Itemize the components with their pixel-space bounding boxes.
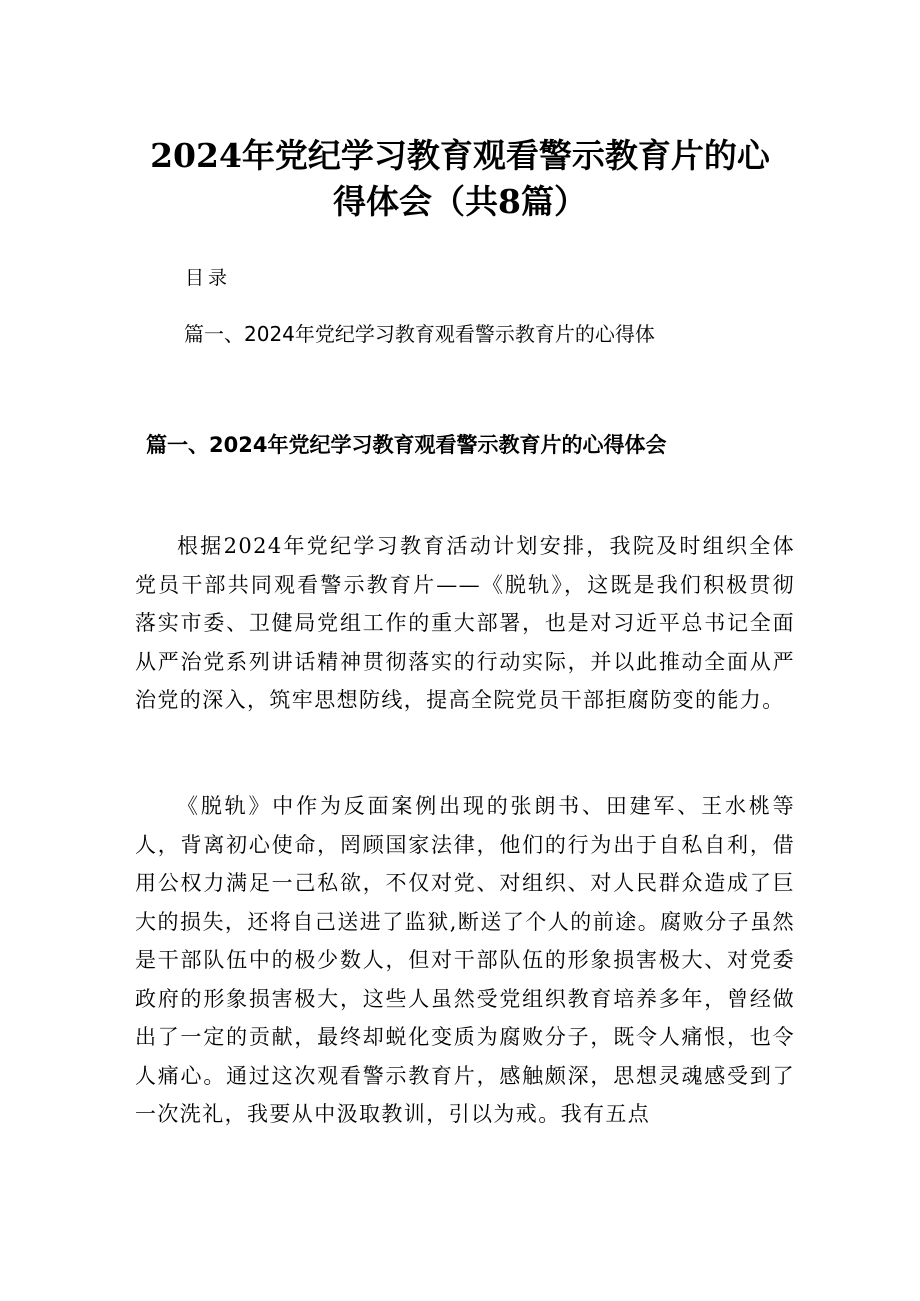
document-title-line-2: 得体会（共8篇） <box>333 182 587 221</box>
toc-item: 篇一、2024年党纪学习教育观看警示教育片的心得体 <box>184 322 655 346</box>
document-title-line-1: 2024年党纪学习教育观看警示教育片的心 <box>150 136 770 175</box>
toc-heading: 目录 <box>185 267 232 289</box>
body-paragraph: 根据2024年党纪学习教育活动计划安排，我院及时组织全体党员干部共同观看警示教育片——《脱轨》，这既是我们积极贯彻落实市委、卫健局党组工作的重大部署，也是对习近平总书记全面从严治党系列讲话精神贯彻落实的行动实际，并以此推动全面从严治党的深入，筑牢思想防线，提高全院党员干部拒腐防变的能力。 <box>135 534 795 712</box>
section-heading: 篇一、2024年党纪学习教育观看警示教育片的心得体会 <box>146 433 667 457</box>
body-paragraph: 《脱轨》中作为反面案例出现的张朗书、田建军、王水桃等人，背离初心使命，罔顾国家法律，他们的行为出于自私自利，借用公权力满足一己私欲，不仅对党、对组织、对人民群众造成了巨大的损失，还将自己送进了监狱,断送了个人的前途。腐败分子虽然是干部队伍中的极少数人，但对干部队伍的形象损害极大、对党委政府的形象损害极大，这些人虽然受党组织教育培养多年，曾经做出了一定的贡献，最终却蜕化变质为腐败分子，既令人痛恨，也令人痛心。通过这次观看警示教育片，感触颇深，思想灵魂感受到了一次洗礼，我要从中汲取教训，引以为戒。我有五点 <box>135 794 795 1126</box>
